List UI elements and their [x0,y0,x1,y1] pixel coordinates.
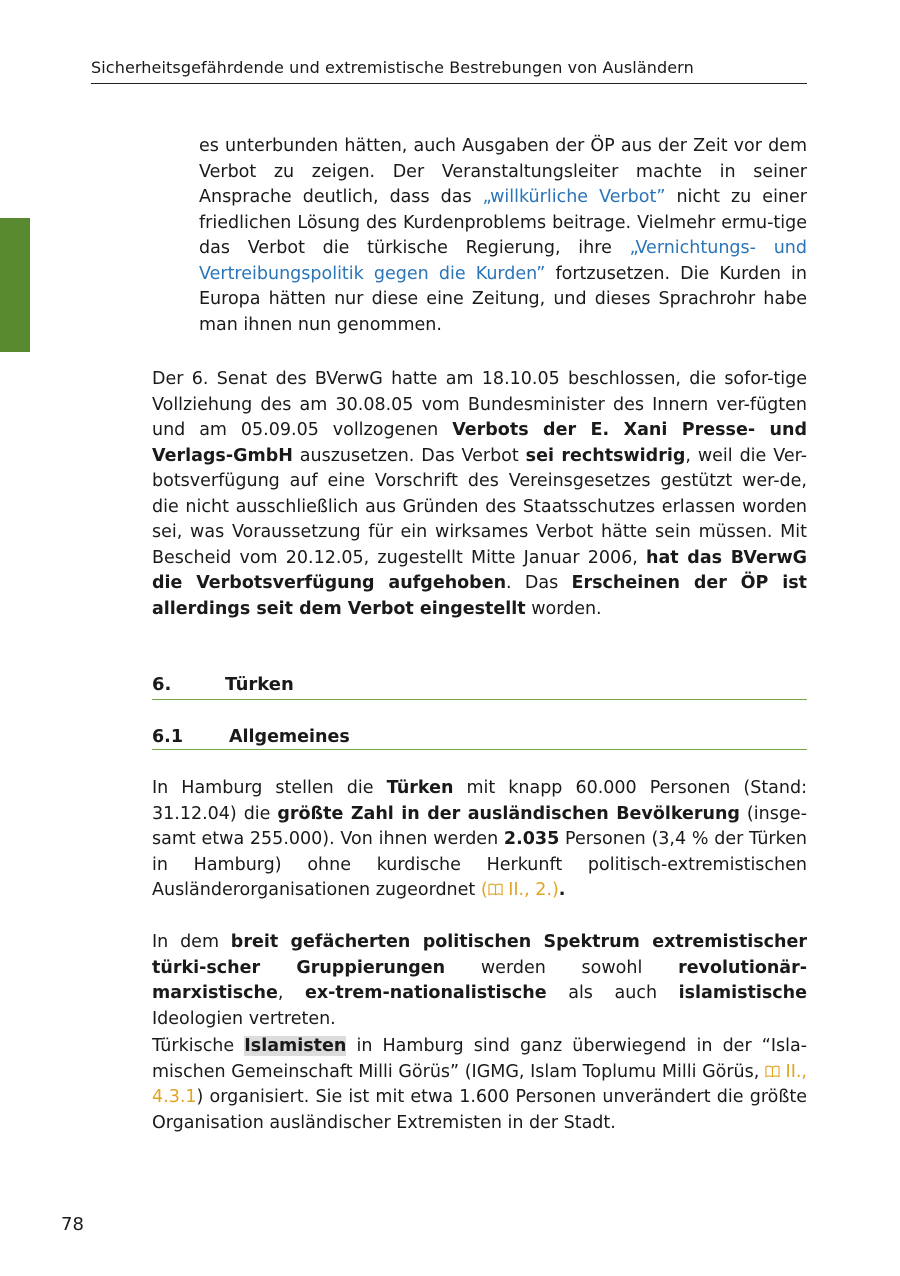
highlighted-term: Islamisten [244,1036,347,1056]
chapter-tab-marker [0,218,30,352]
subsection-number: 6.1 [152,727,184,747]
section-title: Türken [225,674,294,695]
cross-reference-link[interactable]: II., 4.3.1 [152,1061,807,1107]
paragraph-islamisten: Türkische Islamisten in Hamburg sind ganz überwiegend in der “Isla-mischen Gemeinschaft Milli Görüs” (IGMG, Islam Toplumu Milli Görüs, II., 4.3.1) organisiert. Sie ist mit etwa 1.600 Personen unverändert die größte Organisation ausländischer Extremisten in der Stadt. [152,1036,807,1133]
book-icon [488,883,503,896]
paragraph-spektrum: In dem breit gefächerten politischen Spektrum extremistischer türki-scher Gruppierungen werden sowohl revolutionär-marxistische, ex-trem-nationalistische als auch islamistische Ideologien vertreten. [152,932,807,1029]
quote-vernichtungspolitik: „Vernichtungs- und Vertreibungspolitik gegen die Kurden” [199,238,807,284]
page-number: 78 [61,1214,84,1235]
subsection-title: Allgemeines [229,727,350,747]
section-heading [152,674,807,700]
book-icon [765,1065,780,1078]
quote-willkuerliche-verbot: „willkürliche Verbot” [482,187,666,207]
cross-reference-link[interactable]: ( II., 2.) [480,880,559,900]
section-number: 6. [152,674,172,695]
paragraph-tuerken-hamburg: In Hamburg stellen die Türken mit knapp 60.000 Personen (Stand: 31.12.04) die größte Zahl in der ausländischen Bevölkerung (insge-samt etwa 255.000). Von ihnen werden 2.035 Personen (3,4 % der Türken in Hamburg) ohne kurdische Herkunft politisch-extremistischen Ausländerorganisationen zugeordnet ( II., 2.). [152,778,808,900]
paragraph-bverwg: Der 6. Senat des BVerwG hatte am 18.10.05 beschlossen, die sofor-tige Vollziehung des am 30.08.05 vom Bundesminister des Innern ver-fügten und am 05.09.05 vollzogenen Verbots der E. Xani Presse- und Verlags-GmbH auszusetzen. Das Verbot sei rechtswidrig, weil die Ver-botsverfügung auf eine Vorschrift des Vereinsgesetzes gestützt wer-de, die nicht ausschließlich aus Gründen des Staatsschutzes erlassen worden sei, was Voraussetzung für ein wirksames Verbot hätte sein müssen. Mit Bescheid vom 20.12.05, zugestellt Mitte Januar 2006, hat das BVerwG die Verbotsverfügung aufgehoben. Das Erscheinen der ÖP ist allerdings seit dem Verbot eingestellt worden. [152,369,807,619]
running-header: Sicherheitsgefährdende und extremistische Bestrebungen von Ausländern [91,58,807,84]
subsection-heading [152,727,807,750]
quoted-paragraph: es unterbunden hätten, auch Ausgaben der ÖP aus der Zeit vor dem Verbot zu zeigen. Der Veranstaltungsleiter machte in seiner Ansprache deutlich, dass das „willkürliche Verbot” nicht zu einer friedlichen Lösung des Kurdenproblems beitrage. Vielmehr ermu-tige das Verbot die türkische Regierung, ihre „Vernichtungs- und Vertreibungspolitik gegen die Kurden” fortzusetzen. Die Kurden in Europa hätten nur diese eine Zeitung, und dieses Sprachrohr habe man ihnen nun genommen. [199,136,807,335]
